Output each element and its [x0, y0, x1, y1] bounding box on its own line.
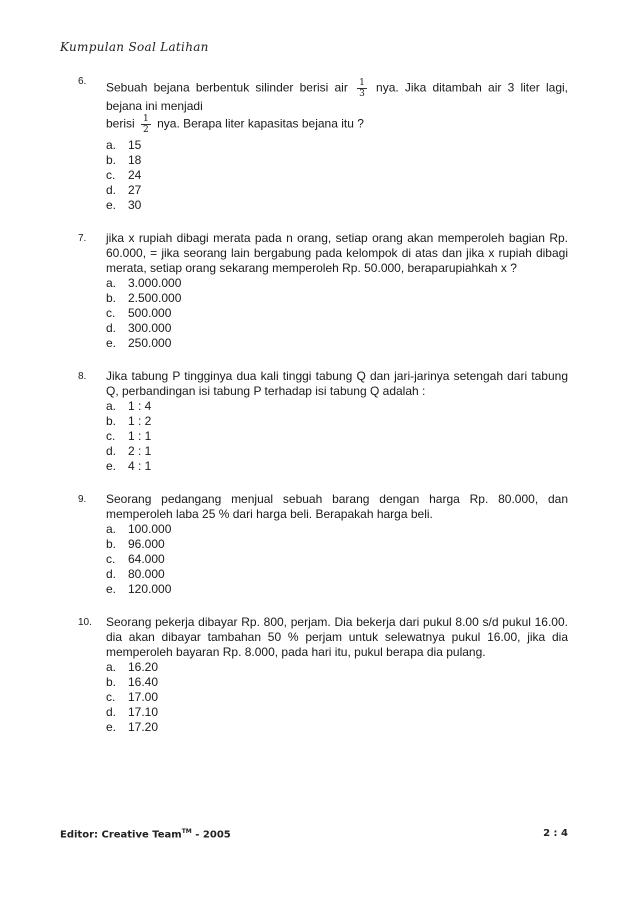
option-letter: a. — [106, 522, 117, 536]
question-6 — [78, 74, 568, 213]
option-letter: a. — [106, 399, 117, 413]
option-value: 1 : 4 — [128, 399, 152, 413]
option-value: 17.10 — [128, 705, 159, 719]
answer-option — [106, 675, 568, 690]
question-9 — [78, 492, 568, 597]
answer-option — [106, 168, 568, 183]
question-list — [78, 74, 568, 753]
option-letter: d. — [106, 183, 117, 197]
answer-option — [106, 660, 568, 675]
answer-option — [106, 276, 568, 291]
option-value: 64.000 — [128, 552, 165, 566]
answer-options — [106, 276, 568, 351]
question-number: 9. — [78, 494, 87, 505]
answer-options — [106, 522, 568, 597]
answer-option — [106, 399, 568, 414]
option-letter: d. — [106, 567, 117, 581]
option-letter: e. — [106, 336, 117, 350]
question-text: Sebuah bejana berbentuk silinder berisi air — [106, 80, 348, 95]
option-value: 18 — [128, 153, 142, 167]
option-letter: b. — [106, 291, 117, 305]
question-text: Seorang pedangang menjual sebuah barang dengan harga Rp. 80.000, dan memperoleh laba 25 % dari harga beli. Berapakah harga beli. — [106, 492, 568, 521]
option-value: 16.20 — [128, 660, 159, 674]
option-letter: c. — [106, 168, 116, 182]
answer-option — [106, 705, 568, 720]
footer-editor — [60, 828, 231, 840]
question-body — [106, 369, 568, 474]
option-letter: c. — [106, 306, 116, 320]
answer-option — [106, 444, 568, 459]
option-value: 300.000 — [128, 321, 172, 335]
option-value: 2.500.000 — [128, 291, 182, 305]
option-value: 1 : 2 — [128, 414, 152, 428]
option-letter: b. — [106, 414, 117, 428]
option-value: 16.40 — [128, 675, 159, 689]
answer-option — [106, 522, 568, 537]
footer-year: - 2005 — [191, 829, 231, 841]
option-value: 30 — [128, 198, 142, 212]
question-body — [106, 231, 568, 351]
question-number: 6. — [78, 76, 87, 87]
answer-option — [106, 321, 568, 336]
answer-option — [106, 537, 568, 552]
option-letter: b. — [106, 675, 117, 689]
page-number: 2 : 4 — [543, 828, 568, 839]
question-10 — [78, 615, 568, 735]
option-value: 100.000 — [128, 522, 172, 536]
question-8 — [78, 369, 568, 474]
option-value: 27 — [128, 183, 142, 197]
option-letter: c. — [106, 552, 116, 566]
option-value: 24 — [128, 168, 142, 182]
answer-option — [106, 291, 568, 306]
fraction-denominator: 2 — [143, 125, 149, 135]
answer-option — [106, 429, 568, 444]
question-text: nya. Jika ditambah air 3 liter lagi, bejana ini menjadi — [106, 80, 569, 113]
trademark-mark: TM — [181, 828, 192, 835]
option-value: 1 : 1 — [128, 429, 152, 443]
option-value: 3.000.000 — [128, 276, 182, 290]
question-text: Seorang pekerja dibayar Rp. 800, perjam. Dia bekerja dari pukul 8.00 s/d pukul 16.00. dia akan dibayar tambahan 50 % perjam untuk selewatnya pukul 16.00, jika dia memperoleh bayaran Rp. 8.000, pada hari itu, pukul berapa dia pulang. — [106, 615, 568, 659]
option-letter: d. — [106, 321, 117, 335]
option-letter: e. — [106, 459, 117, 473]
option-value: 120.000 — [128, 582, 172, 596]
answer-option — [106, 306, 568, 321]
option-value: 80.000 — [128, 567, 165, 581]
question-text: berisi — [106, 116, 135, 131]
option-letter: e. — [106, 198, 117, 212]
answer-option — [106, 720, 568, 735]
question-text-line-1 — [106, 74, 568, 114]
question-text-line-2 — [106, 114, 568, 135]
option-value: 500.000 — [128, 306, 172, 320]
option-letter: a. — [106, 138, 117, 152]
option-letter: b. — [106, 153, 117, 167]
question-number: 8. — [78, 371, 87, 382]
option-value: 250.000 — [128, 336, 172, 350]
fraction-one-third — [357, 78, 367, 99]
question-7 — [78, 231, 568, 351]
fraction-denominator: 3 — [359, 89, 365, 99]
footer-editor-text: Editor: Creative Team — [60, 829, 182, 841]
option-value: 15 — [128, 138, 142, 152]
answer-option — [106, 414, 568, 429]
question-body — [106, 615, 568, 735]
option-value: 96.000 — [128, 537, 165, 551]
option-letter: a. — [106, 276, 117, 290]
answer-option — [106, 153, 568, 168]
answer-options — [106, 138, 568, 213]
option-letter: a. — [106, 660, 117, 674]
question-body — [106, 74, 568, 213]
question-text: jika x rupiah dibagi merata pada n orang, setiap orang akan memperoleh bagian Rp. 60.000, = jika seorang lain bergabung pada kelompok di atas dan jika x rupiah dibagi merata, setiap orang sekarang memperoleh Rp. 50.000, beraparupiahkah x ? — [106, 231, 568, 275]
question-body — [106, 492, 568, 597]
option-value: 4 : 1 — [128, 459, 152, 473]
question-number: 10. — [78, 617, 92, 628]
option-letter: b. — [106, 537, 117, 551]
answer-options — [106, 399, 568, 474]
fraction-one-half — [141, 114, 151, 135]
option-letter: d. — [106, 705, 117, 719]
option-value: 17.20 — [128, 720, 159, 734]
fraction-numerator: 1 — [143, 114, 149, 124]
answer-option — [106, 690, 568, 705]
question-text: nya. Berapa liter kapasitas bejana itu ? — [157, 116, 364, 131]
answer-option — [106, 582, 568, 597]
option-letter: e. — [106, 720, 117, 734]
answer-options — [106, 660, 568, 735]
page-footer — [60, 828, 568, 840]
answer-option — [106, 567, 568, 582]
option-letter: c. — [106, 690, 116, 704]
page-header-title: Kumpulan Soal Latihan — [60, 40, 209, 54]
question-text: Jika tabung P tingginya dua kali tinggi tabung Q dan jari-jarinya setengah dari tabung Q, perbandingan isi tabung P terhadap isi tabung Q adalah : — [106, 369, 568, 398]
answer-option — [106, 552, 568, 567]
answer-option — [106, 459, 568, 474]
fraction-numerator: 1 — [359, 78, 365, 88]
option-letter: d. — [106, 444, 117, 458]
question-number: 7. — [78, 233, 87, 244]
option-value: 2 : 1 — [128, 444, 152, 458]
answer-option — [106, 183, 568, 198]
option-letter: c. — [106, 429, 116, 443]
answer-option — [106, 336, 568, 351]
option-letter: e. — [106, 582, 117, 596]
option-value: 17.00 — [128, 690, 159, 704]
answer-option — [106, 138, 568, 153]
answer-option — [106, 198, 568, 213]
